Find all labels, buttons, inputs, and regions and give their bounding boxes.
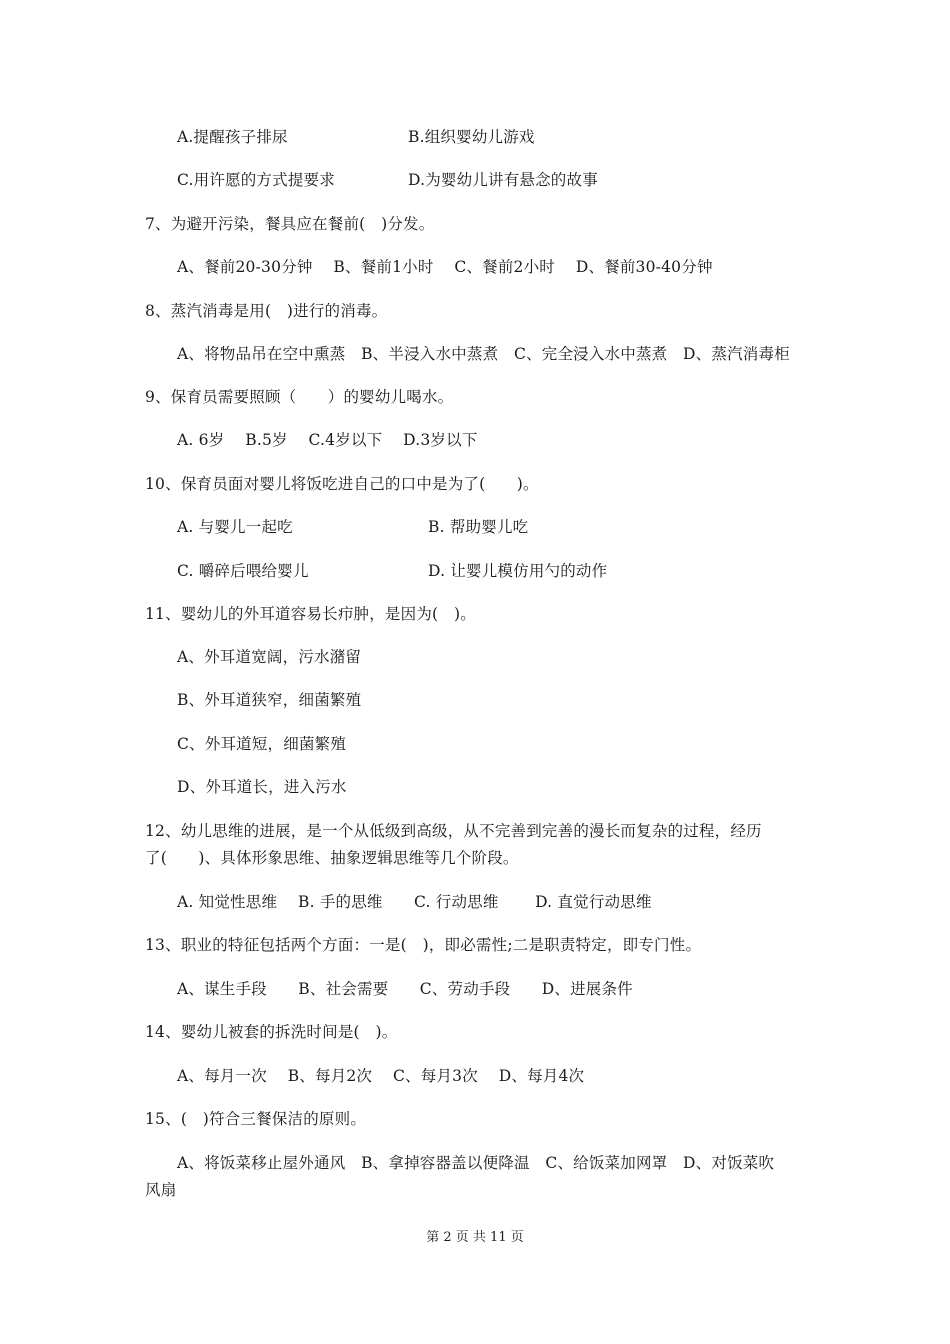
question-11-option-a: A、外耳道宽阔，污水潴留: [177, 648, 362, 666]
question-10-option-d: D. 让婴儿模仿用勺的动作: [428, 562, 608, 580]
question-10-option-b: B. 帮助婴儿吃: [428, 518, 529, 536]
option-a-prev: A.提醒孩子排尿: [177, 128, 288, 146]
question-10-option-a: A. 与婴儿一起吃: [177, 518, 293, 536]
page-footer: 第 2 页 共 11 页: [426, 1230, 524, 1245]
question-11-option-d: D、外耳道长，进入污水: [177, 778, 347, 796]
question-7-options: A、餐前20-30分钟 B、餐前1小时 C、餐前2小时 D、餐前30-40分钟: [177, 258, 713, 276]
question-9: 9、保育员需要照顾（ ）的婴幼儿喝水。: [145, 388, 454, 406]
question-11: 11、婴幼儿的外耳道容易长疖肿，是因为( )。: [145, 605, 476, 623]
question-10: 10、保育员面对婴儿将饭吃进自己的口中是为了( )。: [145, 475, 539, 493]
question-8: 8、蒸汽消毒是用( )进行的消毒。: [145, 302, 388, 320]
question-14: 14、婴幼儿被套的拆洗时间是( )。: [145, 1023, 398, 1041]
question-11-option-b: B、外耳道狭窄，细菌繁殖: [177, 691, 362, 709]
question-12-line-2: 了( )、具体形象思维、抽象逻辑思维等几个阶段。: [145, 849, 519, 867]
option-c-prev: C.用许愿的方式提要求: [177, 171, 335, 189]
question-9-options: A. 6岁 B.5岁 C.4岁以下 D.3岁以下: [177, 431, 478, 449]
question-15-options-line-2: 风扇: [145, 1181, 177, 1199]
question-14-options: A、每月一次 B、每月2次 C、每月3次 D、每月4次: [177, 1067, 585, 1085]
question-15: 15、( )符合三餐保洁的原则。: [145, 1110, 367, 1128]
question-11-option-c: C、外耳道短，细菌繁殖: [177, 735, 347, 753]
question-12-options: A. 知觉性思维 B. 手的思维 C. 行动思维 D. 直觉行动思维: [177, 893, 652, 911]
question-15-options-line-1: A、将饭菜移止屋外通风 B、拿掉容器盖以便降温 C、给饭菜加网罩 D、对饭菜吹: [177, 1154, 775, 1172]
question-10-option-c: C. 嚼碎后喂给婴儿: [177, 562, 309, 580]
question-12-line-1: 12、幼儿思维的进展，是一个从低级到高级，从不完善到完善的漫长而复杂的过程，经历: [145, 822, 762, 840]
question-7: 7、为避开污染，餐具应在餐前( )分发。: [145, 215, 435, 233]
question-8-options: A、将物品吊在空中熏蒸 B、半浸入水中蒸煮 C、完全浸入水中蒸煮 D、蒸汽消毒柜: [177, 345, 790, 363]
option-b-prev: B.组织婴幼儿游戏: [408, 128, 535, 146]
question-13-options: A、谋生手段 B、社会需要 C、劳动手段 D、进展条件: [177, 980, 633, 998]
question-13: 13、职业的特征包括两个方面：一是( )，即必需性;二是职责特定，即专门性。: [145, 936, 702, 954]
option-d-prev: D.为婴幼儿讲有悬念的故事: [408, 171, 598, 189]
